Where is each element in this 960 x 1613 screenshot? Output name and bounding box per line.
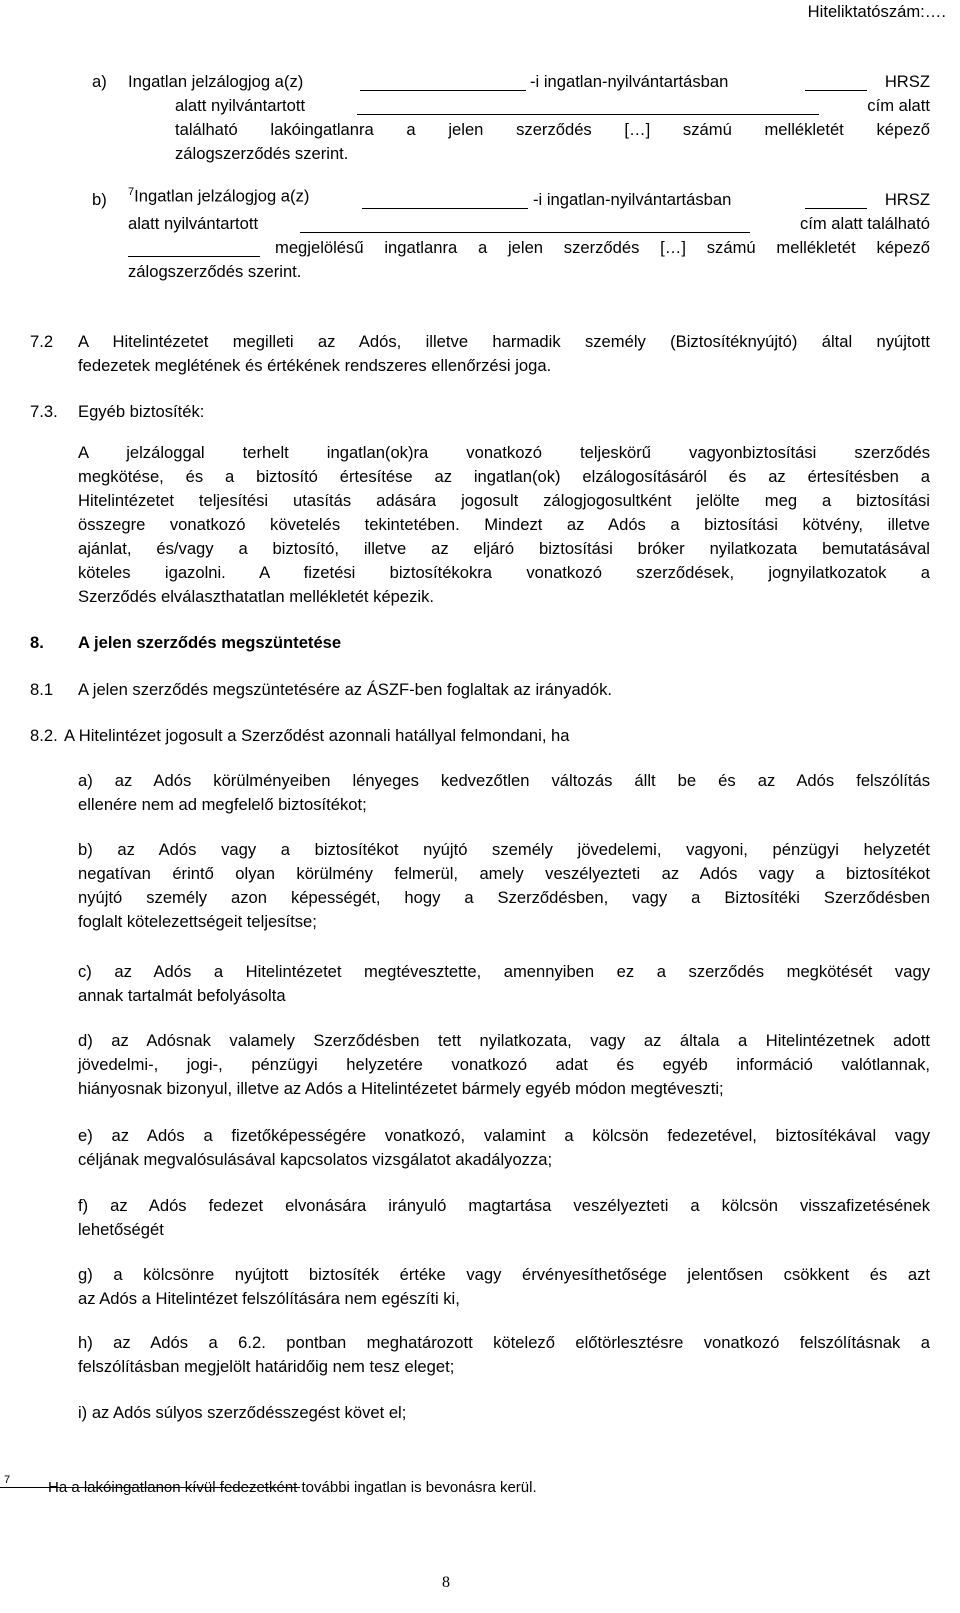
condition-item-line: d) az Adósnak valamely Szerződésben tett nyilatkozata, vagy az általa a Hitelintézetnek adott [78, 1031, 930, 1050]
condition-item-line: f) az Adós fedezet elvonására irányuló magtartása veszélyezteti a kölcsön visszafizetésének [78, 1196, 930, 1215]
sec7-3-line: köteles igazolni. A fizetési biztosítékokra vonatkozó szerződések, jognyilatkozatok a [78, 563, 930, 582]
condition-item-line: az Adós a Hitelintézet felszólítására nem egészíti ki, [78, 1289, 460, 1308]
item-b-line1-text3: HRSZ [884, 190, 930, 209]
condition-item-line: g) a kölcsönre nyújtott biztosíték értéke vagy érvényesíthetősége jelentősen csökkent és azt [78, 1265, 930, 1284]
page-number: 8 [442, 1574, 450, 1591]
condition-item-line: h) az Adós a 6.2. pontban meghatározott kötelező előtörlesztésre vonatkozó felszólításnak a [78, 1333, 930, 1352]
item-b-marker: b) [92, 190, 107, 209]
item-a-line1-text1: Ingatlan jelzálogjog a(z) [128, 72, 304, 91]
item-b-line4: zálogszerződés szerint. [128, 262, 302, 281]
item-b-blank-designation [128, 242, 260, 262]
item-b-line1-text2: -i ingatlan-nyilvántartásban [533, 190, 732, 209]
item-b-line2-text2: cím alatt található [799, 214, 930, 233]
item-b-line3: megjelölésű ingatlanra a jelen szerződés […] számú mellékletét képező [275, 238, 930, 257]
item-b-line2-text1: alatt nyilvántartott [128, 214, 259, 233]
item-a-line1-text3: HRSZ [884, 72, 930, 91]
sec8-1-text: A jelen szerződés megszüntetésére az ÁSZF-ben foglaltak az irányadók. [78, 680, 613, 699]
sec8-1-number: 8.1 [30, 680, 54, 699]
condition-item-line: e) az Adós a fizetőképességére vonatkozó, valamint a kölcsön fedezetével, biztosítékával vagy [78, 1126, 930, 1145]
item-a-blank-hrsz [805, 76, 867, 96]
sec7-2-number: 7.2 [30, 332, 54, 351]
item-a-blank-registry [360, 76, 526, 96]
item-a-line2-text1: alatt nyilvántartott [175, 96, 306, 115]
item-b-blank-address [300, 218, 750, 238]
item-b-line1-text1: Ingatlan jelzálogjog a(z) [134, 186, 310, 206]
condition-item-line: foglalt kötelezettségeit teljesítse; [78, 912, 317, 931]
condition-item-line: hiányosnak bizonyul, illetve az Adós a Hitelintézetet bármely egyéb módon megtéveszti; [78, 1079, 724, 1098]
condition-item-line: annak tartalmát befolyásolta [78, 986, 286, 1005]
condition-item-line: i) az Adós súlyos szerződésszegést követ el; [78, 1403, 407, 1422]
sec7-3-line: A jelzáloggal terhelt ingatlan(ok)ra vonatkozó teljeskörű vagyonbiztosítási szerződés [78, 443, 930, 462]
footnote-ref-7: 7 [128, 186, 135, 198]
sec7-3-number: 7.3. [30, 402, 58, 421]
item-a-line4: zálogszerződés szerint. [175, 144, 349, 163]
condition-item-line: c) az Adós a Hitelintézetet megtévesztette, amennyiben ez a szerződés megkötését vagy [78, 962, 930, 981]
sec7-3-title: Egyéb biztosíték: [78, 402, 205, 421]
item-a-blank-address [357, 100, 819, 120]
sec7-3-line: megkötése, és a biztosító értesítése az ingatlan(ok) elzálogosításáról és az értesítésben a [78, 467, 930, 486]
condition-item-line: a) az Adós körülményeiben lényeges kedvezőtlen változás állt be és az Adós felszólítás [78, 771, 930, 790]
sec8-title: A jelen szerződés megszüntetése [78, 633, 342, 652]
condition-item-line: b) az Adós vagy a biztosítékot nyújtó személy jövedelemi, vagyoni, pénzügyi helyzetét [78, 840, 930, 859]
item-b-line1 [128, 186, 309, 207]
footnote-text: Ha a lakóingatlanon kívül fedezetként további ingatlan is bevonásra kerül. [48, 1479, 537, 1496]
sec7-3-line: Hitelintézetet teljesítési utasítás adására jogosult zálogjogosultként jelölte meg a biztosítási [78, 491, 930, 510]
sec7-3-line: összegre vonatkozó követelés tekintetében. Mindezt az Adós a biztosítási kötvény, illetve [78, 515, 930, 534]
sec7-3-line: Szerződés elválaszthatatlan mellékletét képezik. [78, 587, 435, 606]
condition-item-line: lehetőségét [78, 1220, 164, 1239]
sec7-2-line1: A Hitelintézetet megilleti az Adós, illetve harmadik személy (Biztosítéknyújtó) által nyújtott [78, 332, 930, 351]
item-a-line1-text2: -i ingatlan-nyilvántartásban [530, 72, 729, 91]
condition-item-line: jövedelmi-, jogi-, pénzügyi helyzetére vonatkozó adat és egyéb információ valótlannak, [78, 1055, 930, 1074]
item-b-blank-hrsz [805, 194, 867, 214]
footnote-number: 7 [4, 1474, 11, 1486]
item-b-blank-registry [362, 194, 528, 214]
condition-item-line: céljának megvalósulásával kapcsolatos vizsgálatot akadályozza; [78, 1150, 553, 1169]
condition-item-line: ellenére nem ad megfelelő biztosítékot; [78, 795, 367, 814]
sec8-2-number: 8.2. [30, 726, 58, 745]
loan-id-label: Hiteliktatószám:…. [807, 2, 946, 21]
sec8-2-text: A Hitelintézet jogosult a Szerződést azonnali hatállyal felmondani, ha [64, 726, 570, 745]
item-a-marker: a) [92, 72, 107, 91]
item-a-line2-text2: cím alatt [867, 96, 930, 115]
item-a-line3: található lakóingatlanra a jelen szerződés […] számú mellékletét képező [175, 120, 930, 139]
sec8-number: 8. [30, 633, 44, 652]
sec7-3-line: ajánlat, és/vagy a biztosító, illetve az eljáró biztosítási bróker nyilatkozata bemutatásával [78, 539, 930, 558]
sec7-2-line2: fedezetek meglétének és értékének rendszeres ellenőrzési joga. [78, 356, 552, 375]
condition-item-line: felszólításban megjelölt határidőig nem tesz eleget; [78, 1357, 455, 1376]
condition-item-line: negatívan érintő olyan körülmény felmerül, amely veszélyezteti az Adós vagy a biztosítékot [78, 864, 930, 883]
condition-item-line: nyújtó személy azon képességét, hogy a Szerződésben, vagy a Biztosítéki Szerződésben [78, 888, 930, 907]
